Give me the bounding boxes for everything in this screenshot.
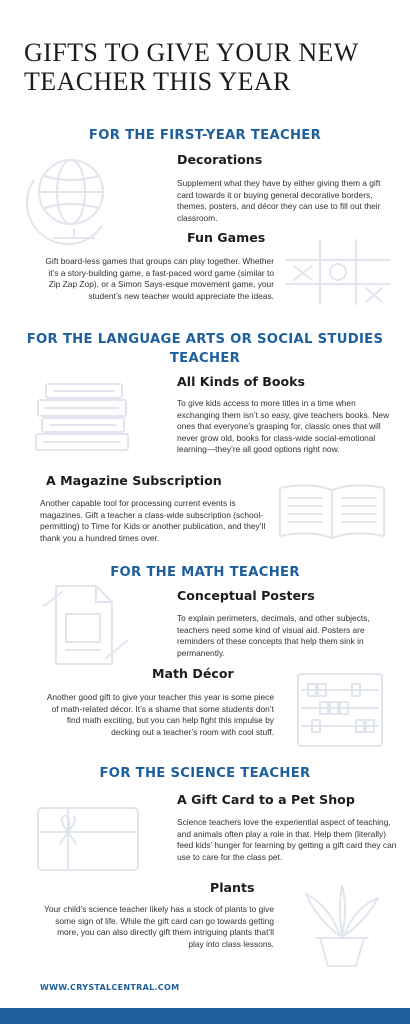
globe-icon [16, 150, 126, 250]
open-book-icon [272, 480, 392, 544]
item-title-gift-card-pet-shop: A Gift Card to a Pet Shop [177, 792, 355, 807]
item-text-plants: Your child’s science teacher likely has a stock of plants to give some sign of life. While the gift card can go towards getting more, you can also directly gift them intriguing plants that’ll play into class lessons. [44, 904, 274, 949]
item-title-all-kinds-of-books: All Kinds of Books [177, 374, 305, 389]
item-text-gift-card-pet-shop: Science teachers love the experiential aspect of teaching, and animals often play a role in that. Help them (literally) feed kids’ hunger for learning by getting a gift card they can use to care for the class pet. [177, 817, 397, 862]
section-heading-first-year: FOR THE FIRST-YEAR TEACHER [88, 128, 322, 143]
footer-url[interactable]: WWW.CRYSTALCENTRAL.COM [40, 983, 180, 992]
page-title: GIFTS TO GIVE YOUR NEW TEACHER THIS YEAR [24, 38, 359, 96]
item-text-all-kinds-of-books: To give kids access to more titles in a time when exchanging them isn’t so easy, give teachers books. New ones that everyone’s grasping for, classic ones that will never grow old, books for class-wide social-emotional learning—they’re all good options right now. [177, 398, 390, 455]
footer-bar [0, 1008, 410, 1024]
item-title-magazine-subscription: A Magazine Subscription [46, 473, 222, 488]
gift-card-icon [32, 802, 144, 876]
potted-plant-icon [292, 878, 392, 972]
section-heading-math: FOR THE MATH TEACHER [110, 565, 300, 580]
item-text-decorations: Supplement what they have by either giving them a gift card towards it or buying general decorative borders, themes, posters, and décor they can use to fill out their classroom. [177, 178, 381, 223]
section-heading-language-arts: FOR THE LANGUAGE ARTS OR SOCIAL STUDIES TEACHER [26, 332, 384, 366]
item-text-fun-games: Gift board-less games that groups can play together. Whether it’s a story-building game, a fast-paced word game (similar to Zip Zap Zop), or a Simon Says-esque movement game, your student’s new teacher would appreciate the ideas. [45, 256, 274, 301]
tic-tac-toe-icon [282, 236, 394, 308]
item-text-magazine-subscription: Another capable tool for processing current events is magazines. Gift a teacher a class-wide subscription (school-permitting) to Time for Kids or another publication, and they’ll thank you a hundred times over. [40, 498, 266, 543]
item-title-plants: Plants [210, 880, 255, 895]
item-title-decorations: Decorations [177, 152, 263, 167]
item-title-math-decor: Math Décor [152, 666, 234, 681]
item-text-conceptual-posters: To explain perimeters, decimals, and other subjects, teachers need some kind of visual aid. Posters are reminders of these concepts that help them sink in permanently. [177, 613, 370, 658]
book-stack-icon [30, 378, 140, 458]
poster-icon [36, 580, 136, 670]
item-title-conceptual-posters: Conceptual Posters [177, 588, 315, 603]
abacus-icon [290, 668, 390, 752]
item-title-fun-games: Fun Games [187, 230, 266, 245]
item-text-math-decor: Another good gift to give your teacher this year is some piece of math-related décor. It’s a shame that some students don’t find math exciting, but you can help fight this impulse by decking out a teacher’s room with cool stuff. [46, 692, 274, 737]
section-heading-science: FOR THE SCIENCE TEACHER [99, 766, 311, 781]
